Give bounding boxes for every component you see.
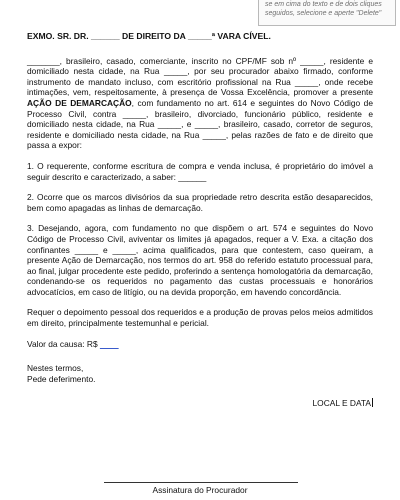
signature-label: Assinatura do Procurador xyxy=(152,485,248,495)
instruction-note: se em cima do texto e de dois cliques seguidos, selecione e aperte "Delete" xyxy=(258,0,396,26)
case-value xyxy=(27,339,373,350)
case-value-field[interactable]: ____ xyxy=(99,338,119,349)
action-title: AÇÃO DE DEMARCAÇÃO xyxy=(27,97,132,108)
signature-line xyxy=(104,482,298,483)
paragraph-4: Requer o depoimento pessoal dos requeridos e a produção de provas pelos meios admitidos em direito, principalmente testemunhal e pericial. xyxy=(27,307,373,329)
intro-text-1: _______, brasileiro, casado, comerciante, inscrito no CPF/MF sob nº _____, residente e domiciliado nesta cidade, na Rua _____, por seu procurador abaixo firmado, conforme instrumento de mandato incluso, com escritório profissional na Rua _____, onde recebe intimações, vem, respeitosamente, à presença de Vossa Excelência, promover a presente xyxy=(27,55,373,98)
petition-document xyxy=(27,31,373,409)
case-value-label: Valor da causa: R$ xyxy=(27,338,100,349)
intro-text-2: , com fundamento no art. 614 e seguintes do Novo Código de Processo Civil, contra _____, brasileiro, divorciado, funcionário público, residente e domiciliado nesta cidade, na Rua _____, e _____, brasileiro, casado, corretor de seguros, residente e domiciliado nesta cidade, na Rua _____, pelas razões de fato e de direito que passa a expor: xyxy=(27,97,373,151)
document-heading: EXMO. SR. DR. ______ DE DIREITO DA _____ª VARA CÍVEL. xyxy=(27,31,271,41)
paragraph-3: 3. Desejando, agora, com fundamento no que dispõem o art. 574 e seguintes do Novo Código de Processo Civil, aviventar os limites já apagados, requer a V. Exa. a citação dos confinantes _____ e _____, acima qualificados, para que contestem, caso queiram, a presente Ação de Demarcação, nos termos do art. 958 do referido estatuto processual para, ao final, julgar procedente este pedido, proferindo a sentença homologatória da demarcação, condenando-se os requeridos no pagamento das custas processuais e honorários advocatícios, em caso de litígio, ou na devida proporção, em havendo concordância. xyxy=(27,223,373,297)
intro-paragraph xyxy=(27,56,373,151)
closing-line-1: Nestes termos, xyxy=(27,363,84,374)
closing-line-2: Pede deferimento. xyxy=(27,373,96,384)
place-and-date-text: LOCAL E DATA xyxy=(312,398,371,409)
paragraph-2: 2. Ocorre que os marcos divisórios da sua propriedade retro descrita estão desaparecidos, bem como apagadas as linhas de demarcação. xyxy=(27,192,373,213)
paragraph-1: 1. O requerente, conforme escritura de compra e venda inclusa, é proprietário do imóvel a seguir descrito e caracterizado, a saber: ______ xyxy=(27,160,373,182)
text-cursor xyxy=(372,398,373,407)
place-and-date[interactable] xyxy=(27,398,373,409)
closing xyxy=(27,363,373,384)
